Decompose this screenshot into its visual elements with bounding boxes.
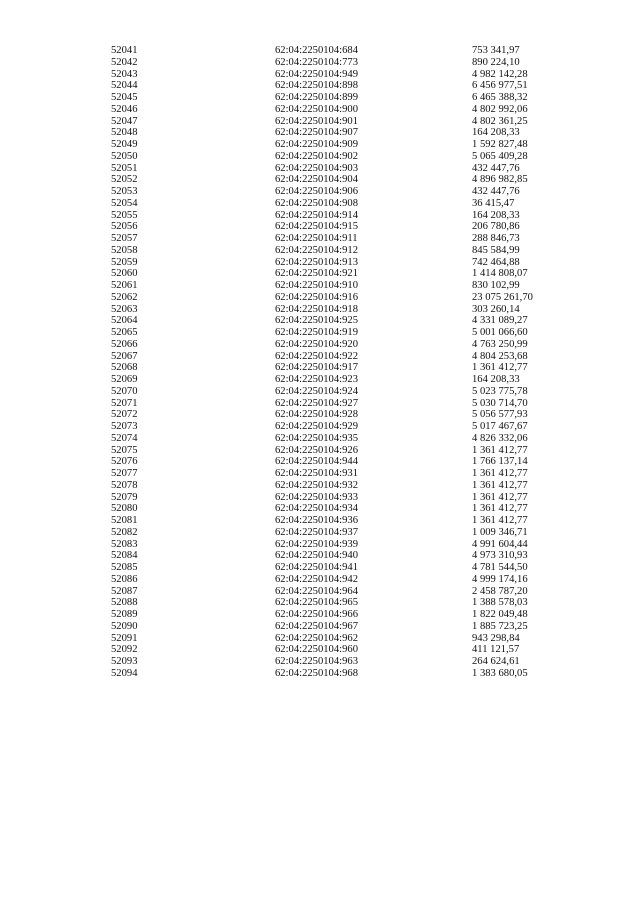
cadastral-number: 62:04:2250104:903 [275, 162, 358, 174]
cadastral-number: 62:04:2250104:929 [275, 421, 358, 432]
cadastral-number: 62:04:2250104:931 [275, 468, 358, 479]
row-number: 52061 [111, 280, 138, 291]
row-number: 52087 [111, 585, 138, 597]
table-row [111, 480, 581, 492]
cadastral-value: 5 030 714,70 [472, 397, 528, 409]
cadastral-number: 62:04:2250104:926 [275, 444, 358, 456]
cadastral-value: 2 458 787,20 [472, 585, 528, 597]
table-row [111, 550, 581, 562]
cadastral-number: 62:04:2250104:918 [275, 303, 358, 315]
row-number: 52044 [111, 80, 138, 92]
table-row [111, 421, 581, 433]
row-number: 52049 [111, 139, 138, 150]
cadastral-number: 62:04:2250104:913 [275, 256, 358, 268]
row-number: 52086 [111, 573, 138, 585]
cadastral-number: 62:04:2250104:773 [275, 56, 358, 68]
cadastral-value: 432 447,76 [472, 186, 520, 197]
table-row [111, 339, 581, 351]
table-row [111, 386, 581, 398]
cadastral-number: 62:04:2250104:904 [275, 174, 358, 186]
cadastral-number: 62:04:2250104:919 [275, 327, 358, 338]
cadastral-number: 62:04:2250104:963 [275, 656, 358, 667]
cadastral-value: 4 982 142,28 [472, 68, 528, 80]
cadastral-value: 5 056 577,93 [472, 409, 528, 421]
cadastral-value: 4 781 544,50 [472, 562, 528, 573]
cadastral-number: 62:04:2250104:965 [275, 597, 358, 609]
row-number: 52067 [111, 350, 138, 362]
table-row [111, 292, 581, 304]
cadastral-value: 4 826 332,06 [472, 432, 528, 444]
table-row [111, 163, 581, 175]
cadastral-value: 164 208,33 [472, 127, 520, 139]
row-number: 52073 [111, 421, 138, 432]
row-number: 52045 [111, 92, 138, 103]
cadastral-value-table [111, 45, 581, 680]
row-number: 52072 [111, 409, 138, 421]
row-number: 52085 [111, 562, 138, 573]
row-number: 52053 [111, 186, 138, 197]
table-row [111, 127, 581, 139]
cadastral-value: 1 361 412,77 [472, 479, 528, 491]
cadastral-value: 4 802 992,06 [472, 103, 528, 115]
cadastral-number: 62:04:2250104:920 [275, 338, 358, 350]
table-row [111, 116, 581, 128]
cadastral-value: 1 361 412,77 [472, 468, 528, 479]
cadastral-number: 62:04:2250104:944 [275, 456, 358, 468]
cadastral-value: 23 075 261,70 [472, 291, 533, 303]
table-row [111, 351, 581, 363]
cadastral-number: 62:04:2250104:900 [275, 103, 358, 115]
cadastral-number: 62:04:2250104:949 [275, 68, 358, 80]
row-number: 52059 [111, 256, 138, 268]
table-row [111, 80, 581, 92]
row-number: 52094 [111, 667, 138, 679]
table-row [111, 398, 581, 410]
cadastral-number: 62:04:2250104:936 [275, 515, 358, 526]
row-number: 52092 [111, 644, 138, 656]
cadastral-number: 62:04:2250104:934 [275, 503, 358, 515]
table-row [111, 92, 581, 104]
cadastral-number: 62:04:2250104:927 [275, 397, 358, 409]
cadastral-value: 5 017 467,67 [472, 421, 528, 432]
table-row [111, 515, 581, 527]
table-row [111, 280, 581, 292]
row-number: 52088 [111, 597, 138, 609]
cadastral-value: 5 001 066,60 [472, 327, 528, 338]
table-row [111, 221, 581, 233]
table-row [111, 315, 581, 327]
row-number: 52070 [111, 385, 138, 397]
cadastral-number: 62:04:2250104:922 [275, 350, 358, 362]
table-row [111, 104, 581, 116]
row-number: 52084 [111, 550, 138, 562]
cadastral-number: 62:04:2250104:939 [275, 538, 358, 550]
cadastral-number: 62:04:2250104:925 [275, 315, 358, 327]
table-row [111, 433, 581, 445]
cadastral-value: 6 456 977,51 [472, 80, 528, 92]
table-row [111, 445, 581, 457]
row-number: 52066 [111, 338, 138, 350]
cadastral-value: 943 298,84 [472, 632, 520, 644]
cadastral-value: 1 361 412,77 [472, 491, 528, 503]
row-number: 52076 [111, 456, 138, 468]
table-row [111, 268, 581, 280]
row-number: 52068 [111, 362, 138, 374]
table-row [111, 527, 581, 539]
cadastral-value: 890 224,10 [472, 56, 520, 68]
cadastral-value: 845 584,99 [472, 244, 520, 256]
cadastral-number: 62:04:2250104:915 [275, 221, 358, 233]
cadastral-number: 62:04:2250104:908 [275, 197, 358, 209]
table-row [111, 233, 581, 245]
cadastral-value: 4 763 250,99 [472, 338, 528, 350]
row-number: 52054 [111, 197, 138, 209]
cadastral-value: 4 896 982,85 [472, 174, 528, 186]
table-row [111, 198, 581, 210]
cadastral-value: 303 260,14 [472, 303, 520, 315]
cadastral-value: 1 885 723,25 [472, 620, 528, 632]
table-row [111, 57, 581, 69]
cadastral-number: 62:04:2250104:928 [275, 409, 358, 421]
row-number: 52056 [111, 221, 138, 233]
row-number: 52071 [111, 397, 138, 409]
row-number: 52062 [111, 291, 138, 303]
cadastral-number: 62:04:2250104:942 [275, 573, 358, 585]
row-number: 52057 [111, 233, 138, 244]
table-row [111, 174, 581, 186]
cadastral-value: 1 388 578,03 [472, 597, 528, 609]
cadastral-value: 1 414 808,07 [472, 268, 528, 280]
table-row [111, 210, 581, 222]
row-number: 52069 [111, 374, 138, 385]
cadastral-value: 1 766 137,14 [472, 456, 528, 468]
cadastral-value: 4 804 253,68 [472, 350, 528, 362]
cadastral-number: 62:04:2250104:933 [275, 491, 358, 503]
cadastral-number: 62:04:2250104:917 [275, 362, 358, 374]
table-row [111, 327, 581, 339]
table-row [111, 492, 581, 504]
table-row [111, 621, 581, 633]
table-row [111, 304, 581, 316]
cadastral-value: 4 999 174,16 [472, 573, 528, 585]
cadastral-value: 411 121,57 [472, 644, 520, 656]
table-row [111, 151, 581, 163]
cadastral-number: 62:04:2250104:964 [275, 585, 358, 597]
cadastral-number: 62:04:2250104:901 [275, 115, 358, 127]
table-row [111, 257, 581, 269]
cadastral-number: 62:04:2250104:962 [275, 632, 358, 644]
row-number: 52089 [111, 609, 138, 620]
cadastral-value: 1 361 412,77 [472, 503, 528, 515]
table-row [111, 409, 581, 421]
row-number: 52093 [111, 656, 138, 667]
cadastral-value: 164 208,33 [472, 209, 520, 221]
table-row [111, 456, 581, 468]
cadastral-value: 432 447,76 [472, 162, 520, 174]
cadastral-value: 1 383 680,05 [472, 667, 528, 679]
cadastral-value: 1 009 346,71 [472, 526, 528, 538]
row-number: 52050 [111, 150, 138, 162]
row-number: 52043 [111, 68, 138, 80]
cadastral-number: 62:04:2250104:911 [275, 233, 358, 244]
row-number: 52081 [111, 515, 138, 526]
table-row [111, 562, 581, 574]
row-number: 52042 [111, 56, 138, 68]
table-row [111, 539, 581, 551]
table-row [111, 656, 581, 668]
table-row [111, 69, 581, 81]
cadastral-value: 206 780,86 [472, 221, 520, 233]
cadastral-value: 6 465 388,32 [472, 92, 528, 103]
cadastral-value: 4 991 604,44 [472, 538, 528, 550]
cadastral-number: 62:04:2250104:960 [275, 644, 358, 656]
cadastral-value: 1 361 412,77 [472, 444, 528, 456]
table-row [111, 574, 581, 586]
cadastral-value: 4 802 361,25 [472, 115, 528, 127]
cadastral-value: 1 361 412,77 [472, 515, 528, 526]
cadastral-value: 1 361 412,77 [472, 362, 528, 374]
row-number: 52082 [111, 526, 138, 538]
cadastral-number: 62:04:2250104:940 [275, 550, 358, 562]
cadastral-value: 5 065 409,28 [472, 150, 528, 162]
cadastral-number: 62:04:2250104:914 [275, 209, 358, 221]
cadastral-number: 62:04:2250104:966 [275, 609, 358, 620]
cadastral-number: 62:04:2250104:684 [275, 45, 358, 56]
cadastral-number: 62:04:2250104:967 [275, 620, 358, 632]
table-row [111, 139, 581, 151]
table-row [111, 186, 581, 198]
row-number: 52075 [111, 444, 138, 456]
table-row [111, 374, 581, 386]
cadastral-value: 164 208,33 [472, 374, 520, 385]
cadastral-number: 62:04:2250104:941 [275, 562, 358, 573]
cadastral-value: 4 973 310,93 [472, 550, 528, 562]
cadastral-number: 62:04:2250104:923 [275, 374, 358, 385]
cadastral-number: 62:04:2250104:906 [275, 186, 358, 197]
table-row [111, 45, 581, 57]
cadastral-value: 5 023 775,78 [472, 385, 528, 397]
row-number: 52063 [111, 303, 138, 315]
cadastral-number: 62:04:2250104:921 [275, 268, 358, 280]
cadastral-number: 62:04:2250104:907 [275, 127, 358, 139]
cadastral-number: 62:04:2250104:937 [275, 526, 358, 538]
row-number: 52077 [111, 468, 138, 479]
cadastral-number: 62:04:2250104:909 [275, 139, 358, 150]
cadastral-number: 62:04:2250104:910 [275, 280, 358, 291]
row-number: 52060 [111, 268, 138, 280]
table-row [111, 468, 581, 480]
row-number: 52091 [111, 632, 138, 644]
cadastral-value: 753 341,97 [472, 45, 520, 56]
cadastral-value: 1 592 827,48 [472, 139, 528, 150]
row-number: 52051 [111, 162, 138, 174]
table-row [111, 362, 581, 374]
cadastral-value: 4 331 089,27 [472, 315, 528, 327]
table-row [111, 633, 581, 645]
row-number: 52090 [111, 620, 138, 632]
row-number: 52080 [111, 503, 138, 515]
row-number: 52048 [111, 127, 138, 139]
row-number: 52052 [111, 174, 138, 186]
cadastral-number: 62:04:2250104:916 [275, 291, 358, 303]
cadastral-value: 742 464,88 [472, 256, 520, 268]
table-row [111, 668, 581, 680]
table-row [111, 503, 581, 515]
row-number: 52078 [111, 479, 138, 491]
table-row [111, 586, 581, 598]
table-row [111, 597, 581, 609]
cadastral-number: 62:04:2250104:968 [275, 667, 358, 679]
cadastral-number: 62:04:2250104:935 [275, 432, 358, 444]
cadastral-number: 62:04:2250104:898 [275, 80, 358, 92]
row-number: 52055 [111, 209, 138, 221]
cadastral-number: 62:04:2250104:902 [275, 150, 358, 162]
cadastral-number: 62:04:2250104:899 [275, 92, 358, 103]
table-row [111, 609, 581, 621]
row-number: 52074 [111, 432, 138, 444]
table-row [111, 245, 581, 257]
row-number: 52083 [111, 538, 138, 550]
row-number: 52064 [111, 315, 138, 327]
row-number: 52041 [111, 45, 138, 56]
row-number: 52058 [111, 244, 138, 256]
row-number: 52046 [111, 103, 138, 115]
cadastral-value: 264 624,61 [472, 656, 520, 667]
cadastral-number: 62:04:2250104:924 [275, 385, 358, 397]
cadastral-value: 288 846,73 [472, 233, 520, 244]
row-number: 52079 [111, 491, 138, 503]
row-number: 52047 [111, 115, 138, 127]
cadastral-number: 62:04:2250104:912 [275, 244, 358, 256]
table-row [111, 644, 581, 656]
cadastral-value: 36 415,47 [472, 197, 515, 209]
cadastral-number: 62:04:2250104:932 [275, 479, 358, 491]
cadastral-value: 830 102,99 [472, 280, 520, 291]
row-number: 52065 [111, 327, 138, 338]
cadastral-value: 1 822 049,48 [472, 609, 528, 620]
